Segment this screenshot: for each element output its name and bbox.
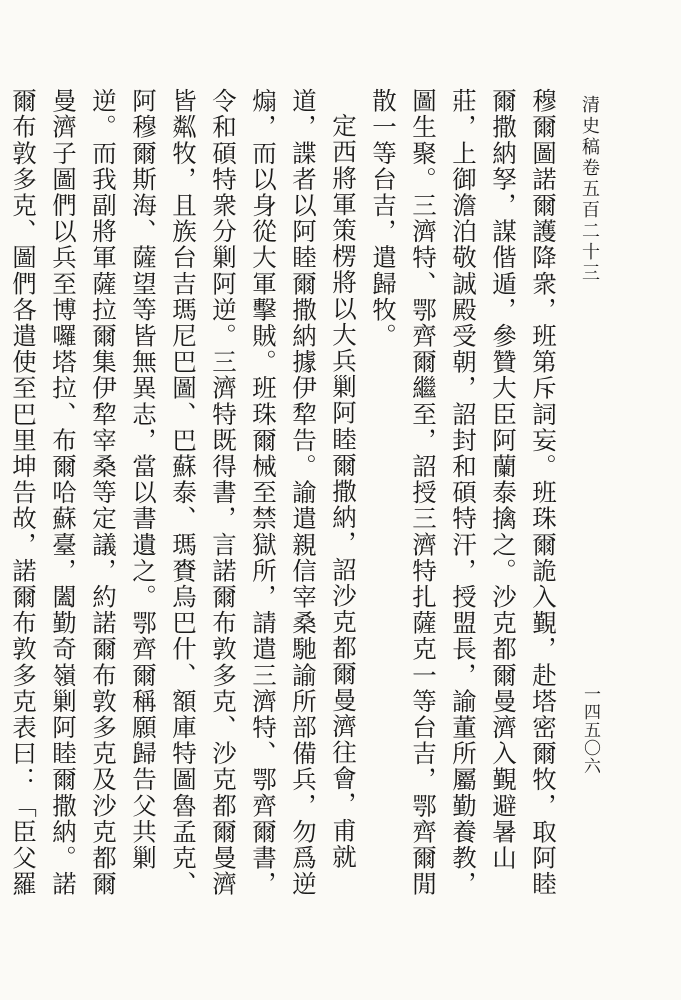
- running-header: 清史稿卷五百二十三: [579, 95, 600, 284]
- body-text: [0, 88, 563, 918]
- paragraph-1: 穆爾圖諾爾護降衆，班第斥詞妄。班珠爾詭入覲，赴塔密爾牧，取阿睦爾撒納孥，謀偕遁，參贊大臣阿蘭泰擒之。沙克都爾曼濟入覲避暑山莊，上御澹泊敬誠殿受朝，詔封和碩特汗，授盟長，諭董所屬勤養教，圖生聚。三濟特、鄂齊爾繼至，詔授三濟特扎薩克一等台吉，鄂齊爾閒散一等台吉，遣歸牧。: [369, 88, 558, 898]
- page-number: 一四五〇六: [580, 685, 600, 775]
- paragraph-2: 定西將軍策楞將以大兵剿阿睦爾撒納，詔沙克都爾曼濟往會，甫就道，諜者以阿睦爾撒納據伊犂告。諭遣親信宰桑馳諭所部備兵，勿爲逆煽，而以身從大軍擊賊。班珠爾械至禁獄所，請遣三濟特、鄂齊爾書，令和碩特衆分剿阿逆。三濟特既得書，言諾爾布敦多克、沙克都爾曼濟皆粼牧，且族台吉瑪尼巴圖、巴蘇泰、瑪賚烏巴什、額庫特圖魯孟克、阿穆爾斯海、薩望等皆無異志，當以書遺之。鄂齊爾稱願歸告父共剿逆。而我副將軍薩拉爾集伊犂宰桑等定議，約諾爾布敦多克及沙克都爾曼濟子圖們以兵至博囉塔拉、布爾哈蘇臺，闔勤奇嶺剿阿睦爾撒納。諾爾布敦多克、圖們各遣使至巴里坤告故，諾爾布敦多克表曰：「臣父羅: [9, 88, 358, 898]
